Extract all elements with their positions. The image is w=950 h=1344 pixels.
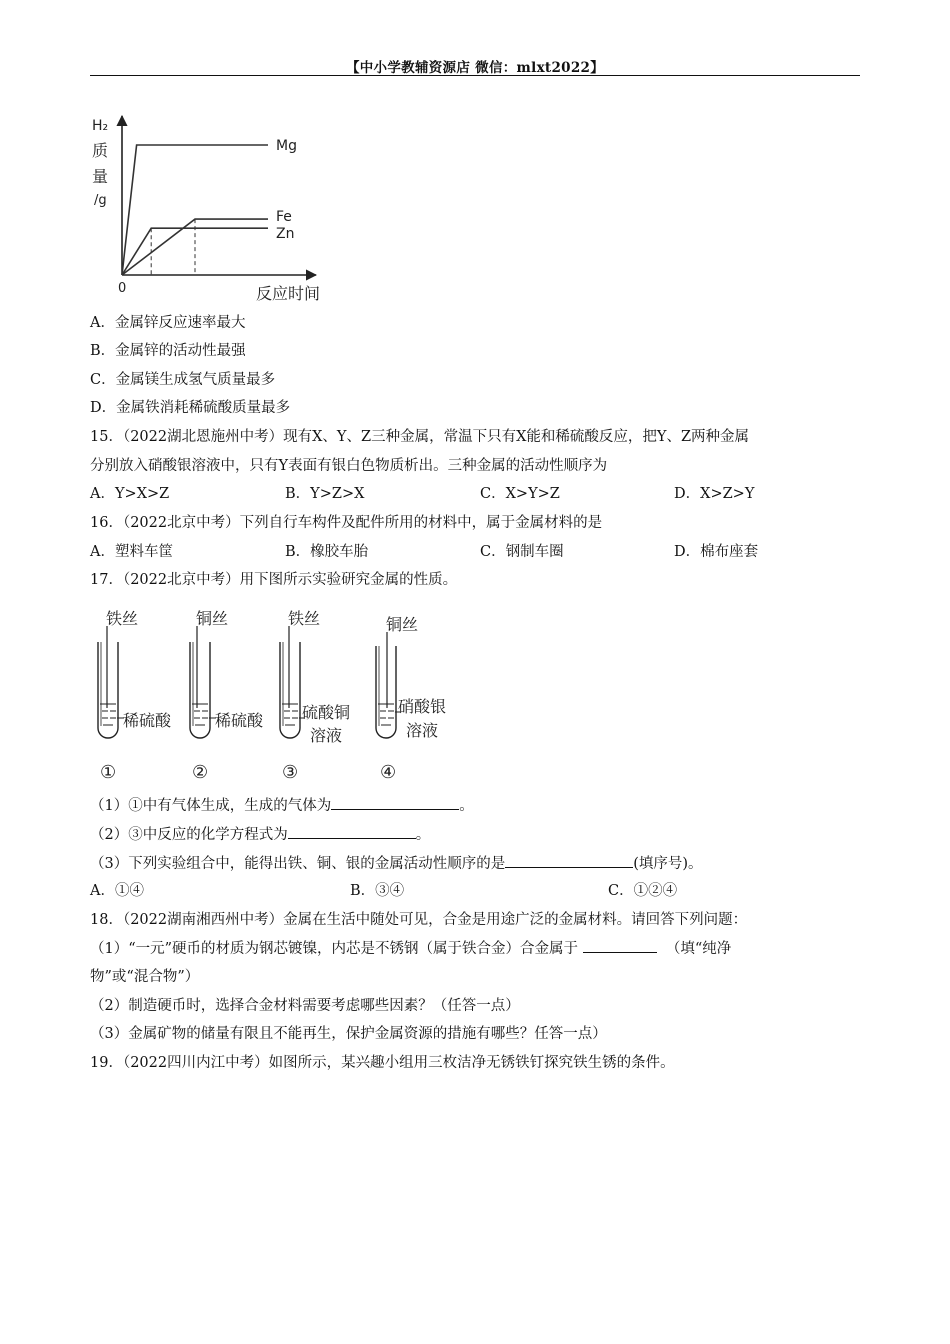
q18-part1-hint: （填“纯净 [665,941,732,957]
q16-option-a: A．塑料车筐 [90,544,173,560]
q15-option-a: A．Y>X>Z [90,486,170,502]
q18-part2: （2）制造硬币时，选择合金材料需要考虑哪些因素？（任答一点） [90,998,520,1014]
q19-stem: 19．（2022四川内江中考）如图所示，某兴趣小组用三枚洁净无锈铁钉探究铁生锈的条件。 [90,1055,675,1071]
tube-2-number: ② [192,762,209,783]
q14-option-c: C．金属镁生成氢气质量最多 [90,372,276,388]
q17-part1-end: 。 [459,798,474,814]
q17-part1-text: （1）①中有气体生成，生成的气体为 [90,798,332,814]
q15-stem-line1: 15．（2022湖北恩施州中考）现有X、Y、Z三种金属，常温下只有X能和稀硫酸反应，把Y、Z两种金属 [90,429,750,445]
q17-part3-answer-blank[interactable] [505,853,633,868]
x-origin: 0 [118,281,127,296]
q16-option-c: C．钢制车圈 [480,544,564,560]
q18-part1-text: （1）“一元”硬币的材质为钢芯镀镍，内芯是不锈钢（属于铁合金）合金属于 [90,941,579,957]
series-label-fe: Fe [276,209,292,226]
y-label-unit: /g [94,193,107,208]
q17-option-c: C．①②④ [608,883,678,899]
header-rule [90,75,860,76]
q18-stem: 18．（2022湖南湘西州中考）金属在生活中随处可见，合金是用途广泛的金属材料。请回答下列问题： [90,912,748,928]
h2-mass-chart [88,110,338,305]
q18-part1 [90,938,731,959]
q17-option-a: A．①④ [90,883,144,899]
test-tube-figure [90,600,470,785]
tube-1-number: ① [100,762,117,783]
y-label-h2: H₂ [92,118,109,134]
tube-1-wire-label: 铁丝 [106,609,139,628]
series-label-mg: Mg [276,138,297,154]
q16-option-b: B．橡胶车胎 [285,544,369,560]
q14-option-d: D．金属铁消耗稀硫酸质量最多 [90,400,291,416]
q15-option-b: B．Y>Z>X [285,486,365,502]
q14-option-b: B．金属锌的活动性最强 [90,343,246,359]
q17-part2-end: 。 [415,827,431,843]
q18-part1-line2: 物”或“混合物”） [90,969,200,985]
tube-2-liquid [192,704,208,725]
q18-part3: （3）金属矿物的储量有限且不能再生，保护金属资源的措施有哪些？任答一点） [90,1026,607,1042]
tube-3-liquid [282,704,298,725]
tube-3-number: ③ [282,762,299,783]
q17-part2-text: （2）③中反应的化学方程式为 [90,827,288,843]
tube-group-4 [376,615,446,783]
q17-part2 [90,824,430,845]
q17-part2-answer-blank[interactable] [288,824,416,839]
x-label: 反应时间 [256,284,321,303]
tube-4-liquid [378,704,394,725]
q17-part1-answer-blank[interactable] [331,795,459,810]
q17-part3-text: （3）下列实验组合中，能得出铁、铜、银的金属活动性顺序的是 [90,856,506,872]
tube-1-liquid-label: 稀硫酸 [123,711,172,730]
tube-group-2 [190,609,264,783]
q16-stem: 16．（2022北京中考）下列自行车构件及配件所用的材料中，属于金属材料的是 [90,515,603,531]
q16-option-d: D．棉布座套 [674,544,759,560]
tube-group-1 [98,609,172,783]
tube-3-liquid-label-2: 溶液 [310,726,343,745]
y-label-zhi: 质 [92,141,109,160]
q15-option-c: C．X>Y>Z [480,486,560,502]
tube-3-wire-label: 铁丝 [288,609,321,628]
q17-part1 [90,795,474,816]
q17-option-b: B．③④ [350,883,405,899]
q18-part1-answer-blank[interactable] [583,938,657,953]
q15-stem-line2: 分别放入硝酸银溶液中，只有Y表面有银白色物质析出。三种金属的活动性顺序为 [90,458,608,474]
y-label-liang: 量 [92,167,109,186]
tube-4-wire-label: 铜丝 [386,615,419,634]
q17-part3 [90,853,703,874]
q15-option-d: D．X>Z>Y [674,486,755,502]
q17-stem: 17．（2022北京中考）用下图所示实验研究金属的性质。 [90,572,458,588]
chart-plot [122,138,297,275]
series-label-zn: Zn [276,226,295,243]
q17-part3-end: (填序号)。 [633,856,703,872]
tube-3-liquid-label: 硫酸铜 [302,703,351,722]
tube-2-wire-label: 铜丝 [196,609,229,628]
tube-2-liquid-label: 稀硫酸 [215,711,264,730]
tube-group-3 [280,609,350,783]
q14-option-a: A．金属锌反应速率最大 [90,315,246,331]
tube-4-liquid-label-2: 溶液 [406,721,439,740]
tube-4-liquid-label: 硝酸银 [398,697,447,716]
page-header: 【中小学教辅资源店 微信：mlxt2022】 [345,60,605,76]
tube-4-number: ④ [380,762,397,783]
tube-1-liquid [100,704,116,725]
